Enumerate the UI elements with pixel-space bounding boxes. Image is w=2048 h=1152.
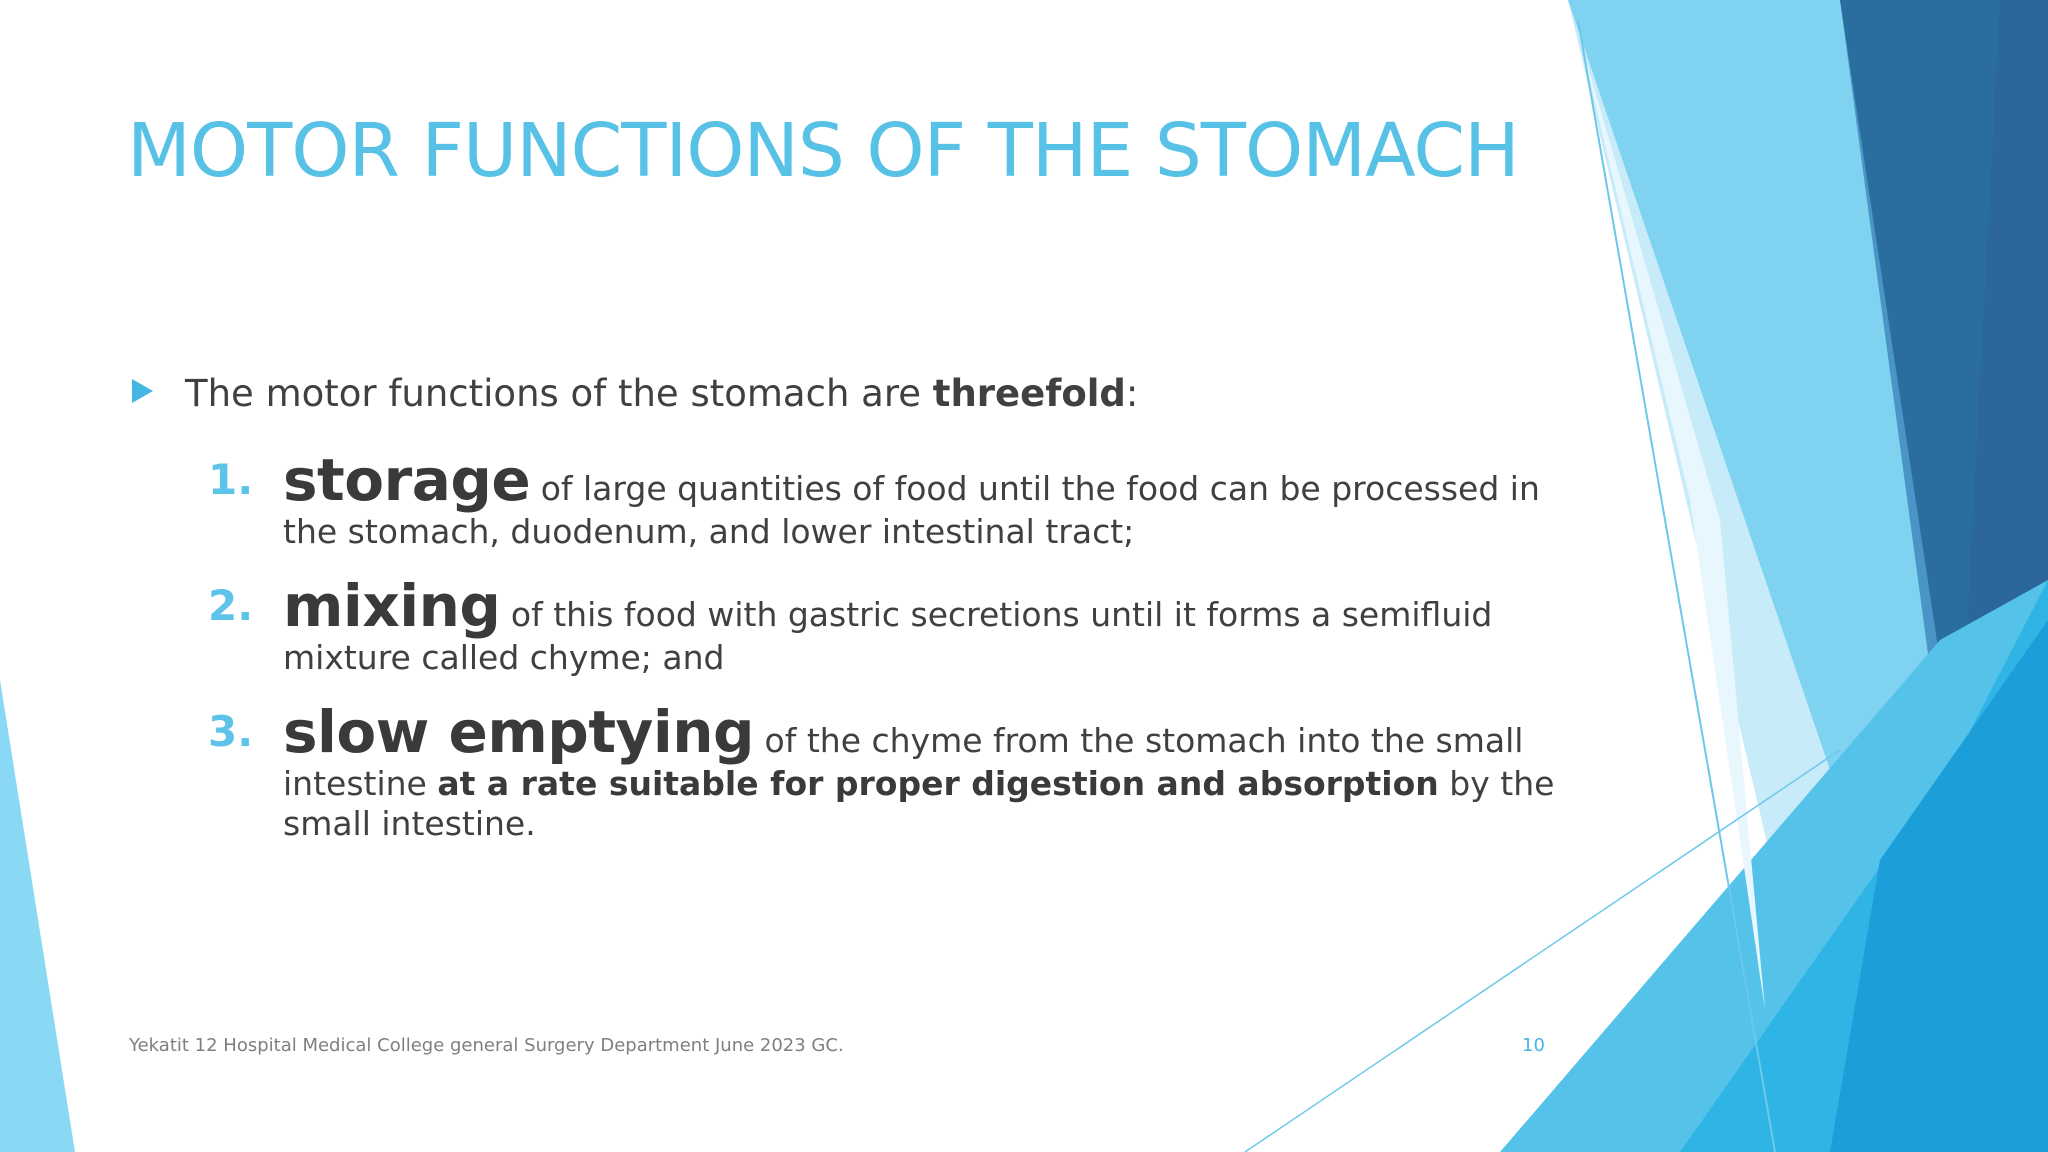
item-keyword: mixing — [283, 572, 501, 640]
slide-footer: Yekatit 12 Hospital Medical College general Surgery Department June 2023 GC. — [129, 1035, 844, 1056]
list-number: 1. — [208, 455, 254, 504]
item-text: of large quantities of food until the food can be processed in the stomach, duodenum, and lower intestinal tract; — [283, 469, 1540, 551]
item-text: of this food with gastric secretions until it forms a semifluid mixture called chyme; and — [283, 595, 1493, 677]
list-number: 3. — [208, 707, 254, 756]
numbered-list — [208, 448, 1568, 866]
lead-text: The motor functions of the stomach are — [185, 372, 933, 415]
item-bold-text: at a rate suitable for proper digestion and absorption — [437, 764, 1439, 803]
item-text: of the chyme from the stomach into the small intestine — [283, 721, 1524, 803]
list-number: 2. — [208, 581, 254, 630]
page-number: 10 — [1522, 1035, 1545, 1056]
lead-emphasis: threefold — [932, 372, 1126, 415]
item-keyword: storage — [283, 446, 531, 514]
deco-left-sliver — [0, 680, 75, 1152]
slide-title: MOTOR FUNCTIONS OF THE STOMACH — [127, 108, 1519, 194]
list-item — [208, 700, 1568, 844]
item-text-end: by the small intestine. — [283, 764, 1555, 843]
lead-bullet — [132, 372, 1532, 415]
list-item — [208, 448, 1568, 552]
item-keyword: slow emptying — [283, 698, 755, 766]
triangle-bullet-icon — [132, 379, 153, 403]
list-item — [208, 574, 1568, 678]
lead-text-end: : — [1125, 372, 1139, 415]
